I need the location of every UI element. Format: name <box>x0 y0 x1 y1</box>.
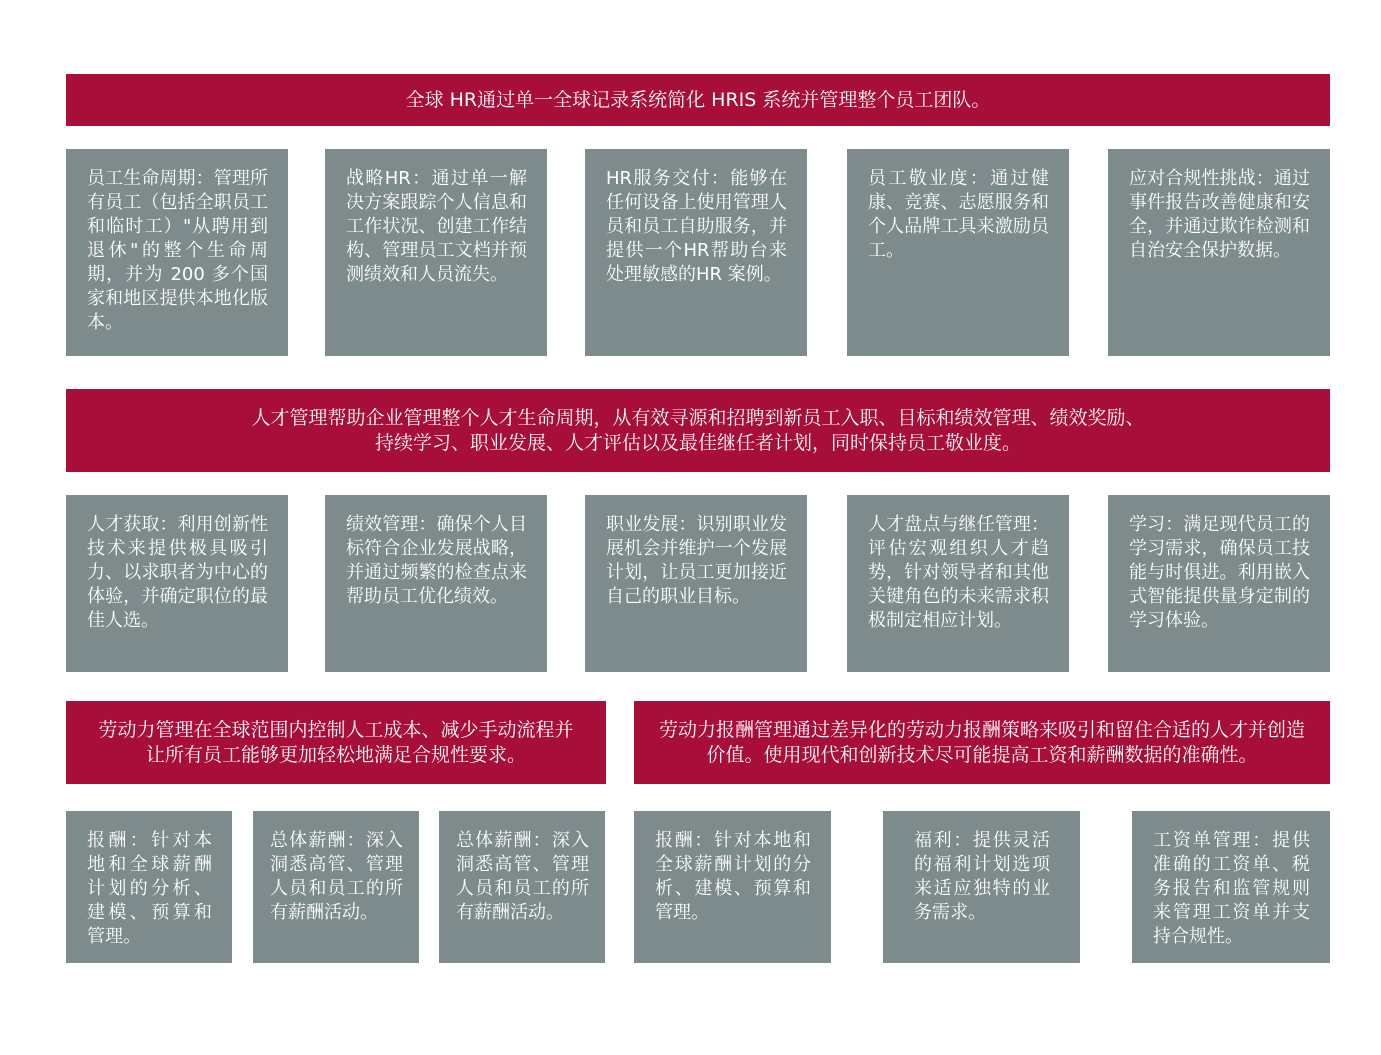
talent-banner-line2: 持续学习、职业发展、人才评估以及最佳继任者计划，同时保持员工敬业度。 <box>374 431 1021 454</box>
card-text: 学习：满足现代员工的学习需求，确保员工技能与时俱进。利用嵌入式智能提供量身定制的学习体验。 <box>1129 514 1310 631</box>
card-text: 战略HR：通过单一解决方案跟踪个人信息和工作状况、创建工作结构、管理员工文档并预测绩效和人员流失。 <box>346 168 527 285</box>
hris-banner <box>66 74 1330 126</box>
talent-banner <box>66 389 1330 472</box>
card-workforce-compensation <box>66 811 232 963</box>
card-total-compensation-2 <box>439 811 605 963</box>
workforce-banner <box>66 701 606 784</box>
card-compliance <box>1108 149 1330 356</box>
card-text: 福利：提供灵活的福利计划选项来适应独特的业务需求。 <box>914 830 1050 923</box>
card-text: 应对合规性挑战：通过事件报告改善健康和安全，并通过欺诈检测和自治安全保护数据。 <box>1129 168 1310 261</box>
card-text: 工资单管理：提供准确的工资单、税务报告和监管规则来管理工资单并支持合规性。 <box>1153 830 1310 947</box>
card-total-compensation-1 <box>253 811 419 963</box>
card-text: 职业发展：识别职业发展机会并维护一个发展计划，让员工更加接近自己的职业目标。 <box>606 514 787 607</box>
card-hr-service-delivery <box>585 149 807 356</box>
card-employee-engagement <box>847 149 1069 356</box>
card-career-development <box>585 495 807 672</box>
workforce-banner-text: 劳动力管理在全球范围内控制人工成本、减少手动流程并让所有员工能够更加轻松地满足合规性要求。 <box>98 718 574 766</box>
card-succession-planning <box>847 495 1069 672</box>
hris-banner-text: 全球 HR通过单一全球记录系统简化 HRIS 系统并管理整个员工团队。 <box>405 88 991 111</box>
card-learning <box>1108 495 1330 672</box>
card-text: 员工生命周期：管理所有员工（包括全职员工和临时工）"从聘用到退休"的整个生命周期，并为 200 多个国家和地区提供本地化版本。 <box>87 168 268 333</box>
card-text: 人才盘点与继任管理：评估宏观组织人才趋势，针对领导者和其他关键角色的未来需求积极制定相应计划。 <box>868 514 1049 631</box>
card-text: HR服务交付：能够在任何设备上使用管理人员和员工自助服务，并提供一个HR帮助台来处理敏感的HR 案例。 <box>606 168 787 285</box>
card-employee-lifecycle <box>66 149 288 356</box>
card-text: 报酬：针对本地和全球薪酬计划的分析、建模、预算和管理。 <box>655 830 811 923</box>
card-text: 员工敬业度：通过健康、竞赛、志愿服务和个人品牌工具来激励员工。 <box>868 168 1049 261</box>
card-text: 报酬：针对本地和全球薪酬计划的分析、建模、预算和管理。 <box>87 830 212 947</box>
talent-banner-line1: 人才管理帮助企业管理整个人才生命周期，从有效寻源和招聘到新员工入职、目标和绩效管理、绩效奖励、 <box>251 406 1145 429</box>
card-compensation-rewards <box>634 811 831 963</box>
compensation-banner-text: 劳动力报酬管理通过差异化的劳动力报酬策略来吸引和留住合适的人才并创造价值。使用现代和创新技术尽可能提高工资和薪酬数据的准确性。 <box>658 718 1305 766</box>
card-strategic-hr <box>325 149 547 356</box>
card-text: 总体薪酬：深入洞悉高管、管理人员和员工的所有薪酬活动。 <box>270 830 403 923</box>
card-text: 人才获取：利用创新性技术来提供极具吸引力、以求职者为中心的体验，并确定职位的最佳人选。 <box>87 514 268 631</box>
card-text: 绩效管理：确保个人目标符合企业发展战略，并通过频繁的检查点来帮助员工优化绩效。 <box>346 514 527 607</box>
card-benefits <box>883 811 1080 963</box>
card-text: 总体薪酬：深入洞悉高管、管理人员和员工的所有薪酬活动。 <box>456 830 589 923</box>
card-payroll <box>1132 811 1330 963</box>
compensation-banner <box>634 701 1330 784</box>
card-talent-acquisition <box>66 495 288 672</box>
card-performance-management <box>325 495 547 672</box>
